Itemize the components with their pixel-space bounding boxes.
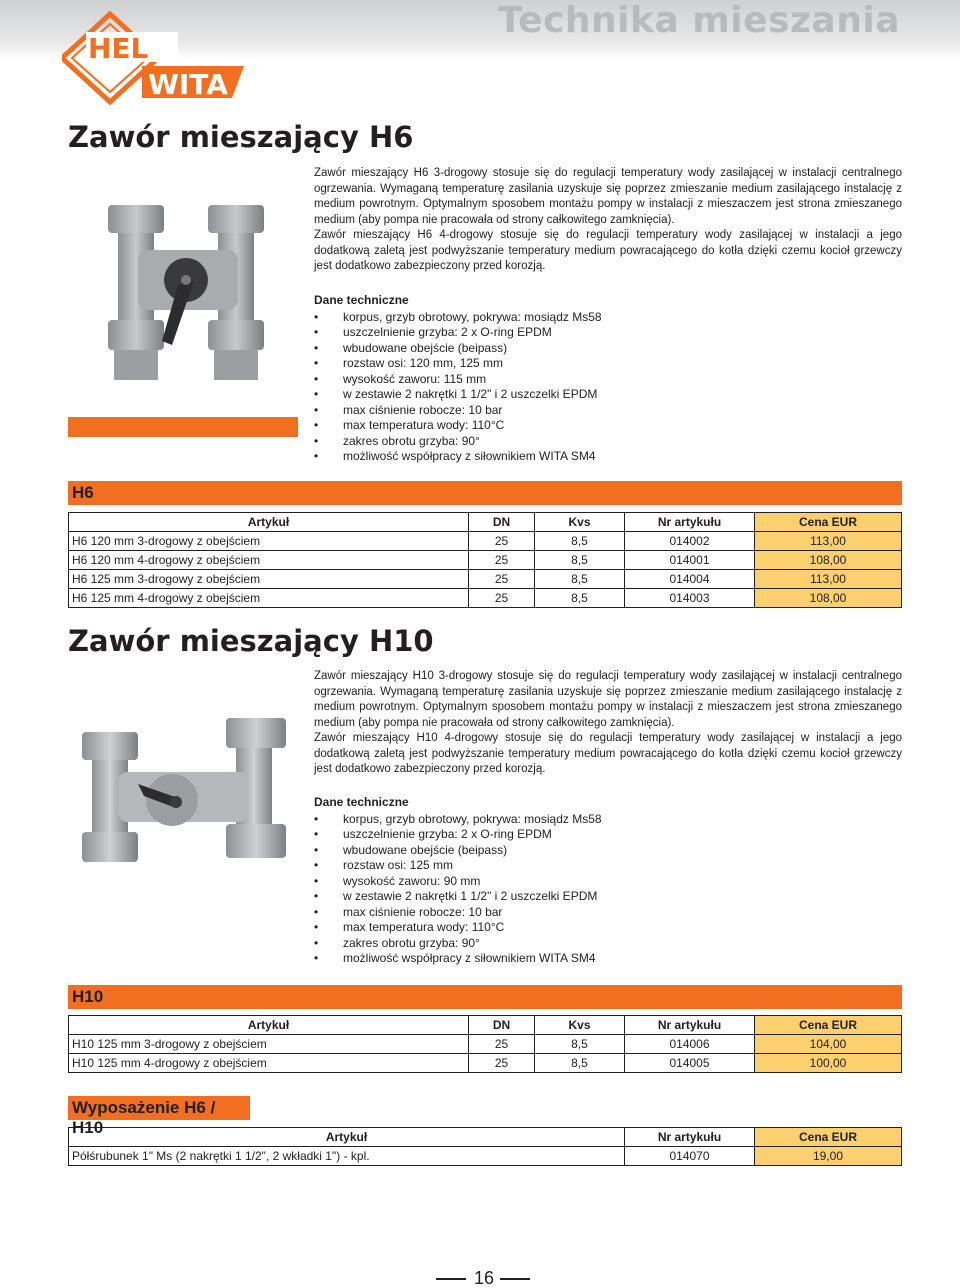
spec-item: • rozstaw osi: 125 mm	[314, 858, 602, 874]
table-header-row	[69, 1016, 902, 1035]
table-row	[69, 1147, 902, 1166]
logo-hel-text: HEL	[88, 32, 149, 65]
page-number: 16	[474, 1268, 495, 1288]
col-artykul: Artykuł	[69, 1016, 469, 1035]
section-title: Technika mieszania	[497, 0, 900, 41]
table-row	[69, 1035, 902, 1054]
cell-dn: 25	[469, 589, 535, 608]
cell-dn: 25	[469, 570, 535, 589]
col-artykul: Artykuł	[69, 1128, 625, 1147]
accessories-band: Wyposażenie H6 / H10	[68, 1096, 250, 1120]
cell-dn: 25	[469, 1054, 535, 1073]
cell-cena: 108,00	[755, 551, 902, 570]
col-artykul: Artykuł	[69, 513, 469, 532]
h10-description	[314, 669, 902, 778]
col-cena: Cena EUR	[755, 1016, 902, 1035]
h6-desc-p1: Zawór mieszający H6 3-drogowy stosuje się do regulacji temperatury wody zasilającej w instalacji centralnego ogrzewania. Wymaganą temperaturę zasilania uzyskuje się poprzez zmieszanie medium zasilającego instalację z medium powrotnym. Optymalnym sposobem montażu pompy w instalacji z mieszaczem jest strona zmieszanego medium (aby pompa nie pracowała od strony całkowitego zamknięcia).	[314, 167, 902, 226]
spec-item: • uszczelnienie grzyba: 2 x O-ring EPDM	[314, 325, 602, 341]
col-kvs: Kvs	[535, 1016, 625, 1035]
cell-nr: 014004	[625, 570, 755, 589]
cell-nr: 014006	[625, 1035, 755, 1054]
cell-artykul: H6 120 mm 4-drogowy z obejściem	[69, 551, 469, 570]
cell-artykul: Półśrubunek 1" Ms (2 nakrętki 1 1/2", 2 wkładki 1") - kpl.	[69, 1147, 625, 1166]
col-nr: Nr artykułu	[625, 1016, 755, 1035]
cell-kvs: 8,5	[535, 570, 625, 589]
cell-cena: 113,00	[755, 532, 902, 551]
cell-artykul: H6 125 mm 3-drogowy z obejściem	[69, 570, 469, 589]
table-row	[69, 532, 902, 551]
table-row	[69, 551, 902, 570]
table-row	[69, 570, 902, 589]
cell-nr: 014003	[625, 589, 755, 608]
spec-item: • max temperatura wody: 110°C	[314, 920, 602, 936]
spec-item: • korpus, grzyb obrotowy, pokrywa: mosiądz Ms58	[314, 310, 602, 326]
table-header-row	[69, 513, 902, 532]
cell-artykul: H10 125 mm 3-drogowy z obejściem	[69, 1035, 469, 1054]
spec-item: • wbudowane obejście (beipass)	[314, 843, 602, 859]
cell-kvs: 8,5	[535, 1035, 625, 1054]
h6-specs-label: Dane techniczne	[314, 293, 409, 307]
col-dn: DN	[469, 513, 535, 532]
h6-title: Zawór mieszający H6	[68, 120, 414, 154]
spec-item: • max ciśnienie robocze: 10 bar	[314, 905, 602, 921]
h6-desc-p2: Zawór mieszający H6 4-drogowy stosuje się do regulacji temperatury wody zasilającej w instalacji a jego dodatkową zaletą jest podwyższanie temperatury medium powracającego do kotła dzięki czemu kocioł grzewczy jest dodatkowo zabezpieczony przed korozją.	[314, 229, 902, 272]
cell-cena: 104,00	[755, 1035, 902, 1054]
cell-nr: 014001	[625, 551, 755, 570]
spec-item: • korpus, grzyb obrotowy, pokrywa: mosiądz Ms58	[314, 812, 602, 828]
cell-dn: 25	[469, 1035, 535, 1054]
h10-desc-p2: Zawór mieszający H10 4-drogowy stosuje się do regulacji temperatury wody zasilającej w instalacji a jego dodatkową zaletą jest podwyższanie temperatury medium powracającego do kotła dzięki czemu kocioł grzewczy jest dodatkowo zabezpieczony przed korozją.	[314, 732, 902, 775]
cell-cena: 113,00	[755, 570, 902, 589]
cell-artykul: H6 125 mm 4-drogowy z obejściem	[69, 589, 469, 608]
cell-dn: 25	[469, 551, 535, 570]
h10-price-table	[68, 1015, 902, 1073]
h6-specs	[314, 293, 602, 465]
col-nr: Nr artykułu	[625, 513, 755, 532]
h6-photo-accent-bar	[68, 417, 298, 437]
col-cena: Cena EUR	[755, 513, 902, 532]
cell-artykul: H10 125 mm 4-drogowy z obejściem	[69, 1054, 469, 1073]
h10-valve-photo	[68, 712, 298, 872]
cell-kvs: 8,5	[535, 589, 625, 608]
cell-cena: 100,00	[755, 1054, 902, 1073]
col-kvs: Kvs	[535, 513, 625, 532]
cell-dn: 25	[469, 532, 535, 551]
table-row	[69, 1054, 902, 1073]
table-row	[69, 589, 902, 608]
cell-kvs: 8,5	[535, 532, 625, 551]
col-nr: Nr artykułu	[625, 1128, 755, 1147]
table-header-row	[69, 1128, 902, 1147]
spec-item: • uszczelnienie grzyba: 2 x O-ring EPDM	[314, 827, 602, 843]
h10-specs-label: Dane techniczne	[314, 795, 409, 809]
col-cena: Cena EUR	[755, 1128, 902, 1147]
spec-item: • max ciśnienie robocze: 10 bar	[314, 403, 602, 419]
h6-description	[314, 166, 902, 275]
spec-item: • wysokość zaworu: 90 mm	[314, 874, 602, 890]
spec-item: • max temperatura wody: 110°C	[314, 418, 602, 434]
col-dn: DN	[469, 1016, 535, 1035]
cell-nr: 014002	[625, 532, 755, 551]
accessories-price-table	[68, 1127, 902, 1166]
h6-valve-photo	[68, 205, 298, 385]
spec-item: • wbudowane obejście (beipass)	[314, 341, 602, 357]
spec-item: • zakres obrotu grzyba: 90°	[314, 936, 602, 952]
cell-kvs: 8,5	[535, 551, 625, 570]
spec-item: • zakres obrotu grzyba: 90°	[314, 434, 602, 450]
cell-artykul: H6 120 mm 3-drogowy z obejściem	[69, 532, 469, 551]
h10-desc-p1: Zawór mieszający H10 3-drogowy stosuje się do regulacji temperatury wody zasilającej w instalacji centralnego ogrzewania. Wymaganą temperaturę zasilania uzyskuje się poprzez zmieszanie medium zasilającego instalację z medium powrotnym. Optymalnym sposobem montażu pompy w instalacji z mieszaczem jest strona zmieszanego medium (aby pompa nie pracowała od strony całkowitego zamknięcia).	[314, 670, 902, 729]
spec-item: • możliwość współpracy z siłownikiem WITA SM4	[314, 449, 602, 465]
spec-item: • możliwość współpracy z siłownikiem WITA SM4	[314, 951, 602, 967]
h10-specs	[314, 795, 602, 967]
cell-nr: 014005	[625, 1054, 755, 1073]
spec-item: • w zestawie 2 nakrętki 1 1/2" i 2 uszczelki EPDM	[314, 387, 602, 403]
h6-price-table	[68, 512, 902, 608]
hel-wita-logo	[62, 10, 248, 106]
page-number-rule-left	[436, 1278, 466, 1280]
logo-wita-text: WITA	[148, 68, 228, 101]
h6-band: H6	[68, 481, 902, 505]
h10-band: H10	[68, 985, 902, 1009]
cell-nr: 014070	[625, 1147, 755, 1166]
page-number-rule-right	[500, 1278, 530, 1280]
spec-item: • w zestawie 2 nakrętki 1 1/2" i 2 uszczelki EPDM	[314, 889, 602, 905]
spec-item: • rozstaw osi: 120 mm, 125 mm	[314, 356, 602, 372]
h10-title: Zawór mieszający H10	[68, 624, 434, 658]
cell-cena: 108,00	[755, 589, 902, 608]
spec-item: • wysokość zaworu: 115 mm	[314, 372, 602, 388]
cell-kvs: 8,5	[535, 1054, 625, 1073]
cell-cena: 19,00	[755, 1147, 902, 1166]
